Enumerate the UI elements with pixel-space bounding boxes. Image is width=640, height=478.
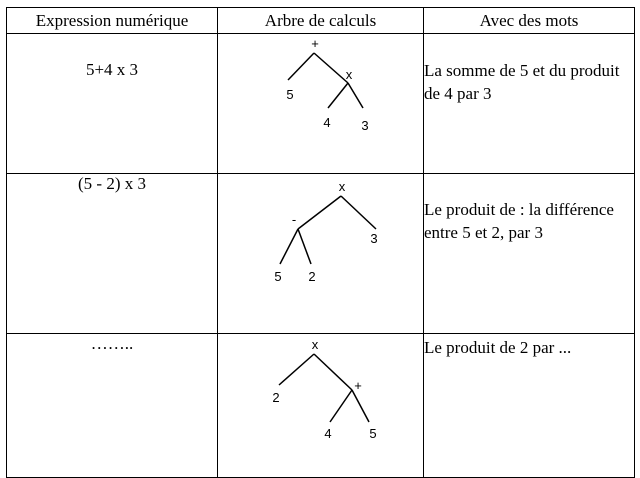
tree-node: 4 — [324, 426, 332, 441]
tree-node: 2 — [272, 390, 280, 405]
words-cell: La somme de 5 et du produit de 4 par 3 — [424, 34, 635, 174]
expression-cell: (5 - 2) x 3 — [7, 174, 218, 334]
expression-cell: …….. — [7, 334, 218, 478]
tree-edge — [298, 196, 341, 229]
tree-node: 3 — [370, 231, 378, 246]
tree-node: 3 — [361, 118, 369, 133]
tree-cell — [218, 334, 424, 478]
tree-node: x — [338, 179, 346, 194]
tree-edge — [348, 83, 363, 108]
calculation-tree — [218, 334, 424, 475]
tree-edge — [314, 53, 348, 83]
tree-edge — [298, 229, 311, 264]
header-row — [7, 8, 635, 34]
calculation-tree — [218, 34, 424, 147]
header-words: Avec des mots — [424, 8, 635, 34]
tree-edge — [280, 229, 298, 264]
tree-edge — [288, 53, 314, 80]
tree-edge — [328, 83, 348, 108]
tree-node: x — [311, 337, 319, 352]
calculation-table — [6, 7, 635, 478]
tree-node: x — [345, 67, 353, 82]
table-row — [7, 174, 635, 334]
words-cell: Le produit de 2 par ... — [424, 334, 635, 478]
tree-edge — [352, 390, 369, 422]
table-row — [7, 34, 635, 174]
tree-edge — [341, 196, 376, 229]
tree-node: 5 — [369, 426, 377, 441]
expression-cell: 5+4 x 3 — [7, 34, 218, 174]
tree-node: 4 — [323, 115, 331, 130]
header-expression: Expression numérique — [7, 8, 218, 34]
table-row — [7, 334, 635, 478]
calculation-tree — [218, 174, 424, 309]
tree-edge — [314, 354, 352, 390]
tree-edge — [330, 390, 352, 422]
header-tree: Arbre de calculs — [218, 8, 424, 34]
tree-cell — [218, 34, 424, 174]
words-cell: Le produit de : la différence entre 5 et 2, par 3 — [424, 174, 635, 334]
tree-node: + — [311, 36, 319, 51]
tree-cell — [218, 174, 424, 334]
tree-node: 5 — [286, 87, 294, 102]
tree-edge — [279, 354, 314, 385]
tree-node: - — [291, 212, 297, 227]
tree-node: 5 — [274, 269, 282, 284]
tree-node: + — [354, 378, 362, 393]
tree-node: 2 — [308, 269, 316, 284]
